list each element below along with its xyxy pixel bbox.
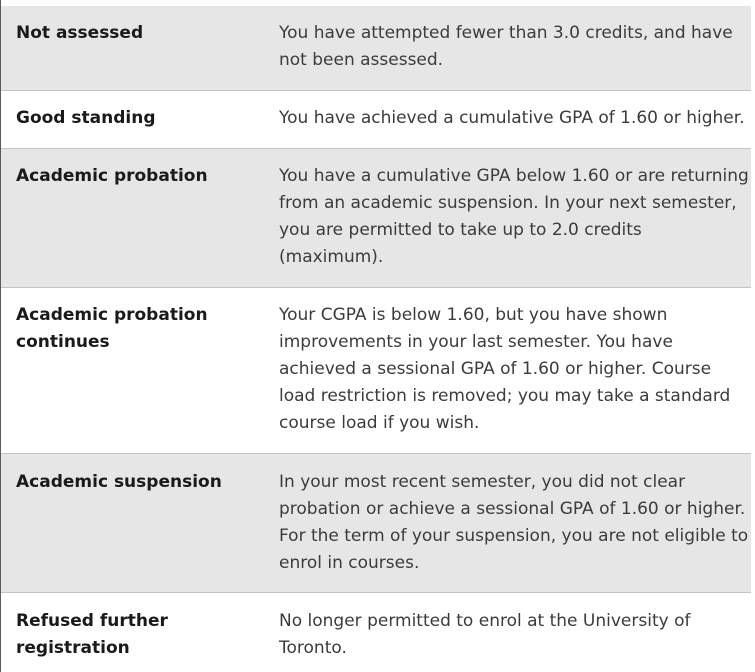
table-row: [1, 6, 751, 91]
standing-status: Academic probation: [16, 166, 208, 186]
standing-status: Academic probation continues: [16, 305, 208, 352]
table-row: [1, 149, 751, 288]
table-row: [1, 454, 751, 593]
standing-status: Refused further registration: [16, 611, 168, 658]
standing-status: Not assessed: [16, 23, 144, 43]
standing-description: In your most recent semester, you did not clear probation or achieve a sessional GPA of 1.60 or higher. For the term of your suspension, you are not eligible to enrol in courses.: [279, 472, 749, 573]
standing-description: You have a cumulative GPA below 1.60 or are returning from an academic suspension. In your next semester, you are permitted to take up to 2.0 credits (maximum).: [279, 166, 749, 267]
standing-description: No longer permitted to enrol at the University of Toronto.: [279, 611, 691, 658]
table-row: [1, 288, 751, 454]
standing-description: You have attempted fewer than 3.0 credits, and have not been assessed.: [279, 23, 733, 70]
academic-standing-table: [1, 6, 751, 672]
standing-description: You have achieved a cumulative GPA of 1.60 or higher.: [279, 108, 745, 128]
table-row: [1, 91, 751, 149]
standing-status: Academic suspension: [16, 472, 222, 492]
table-row: [1, 593, 751, 672]
standing-status: Good standing: [16, 108, 156, 128]
standing-description: Your CGPA is below 1.60, but you have shown improvements in your last semester. You have achieved a sessional GPA of 1.60 or higher. Course load restriction is removed; you may take a standard course load if you wish.: [279, 305, 731, 433]
